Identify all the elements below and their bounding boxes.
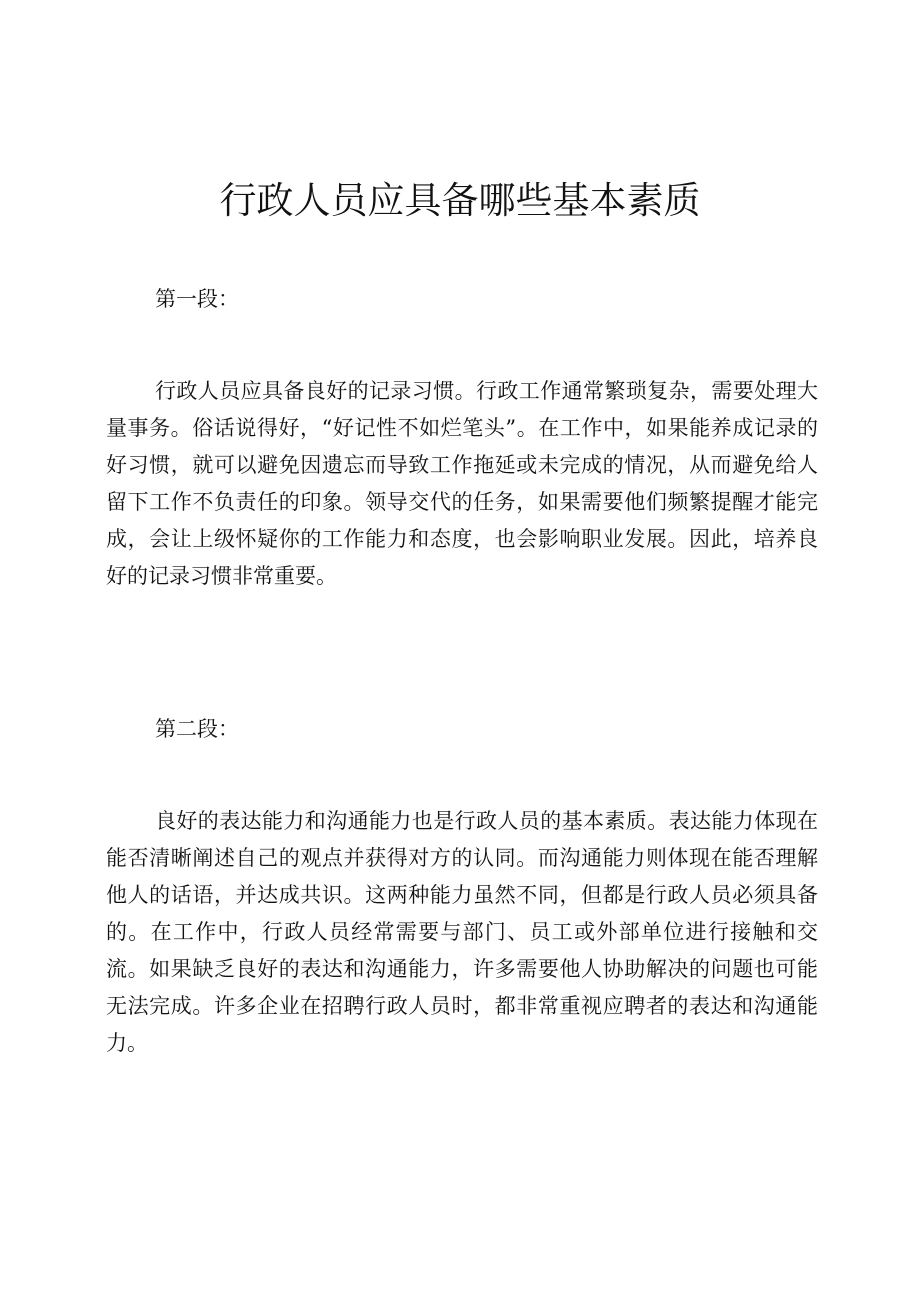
section-1-label: 第一段： <box>155 287 239 311</box>
section-2-paragraph: 良好的表达能力和沟通能力也是行政人员的基本素质。表达能力体现在能否清晰阐述自己的观点并获得对方的认同。而沟通能力则体现在能否理解他人的话语，并达成共识。这两种能力虽然不同，但都是行政人员必须具备的。在工作中，行政人员经常需要与部门、员工或外部单位进行接触和交流。如果缺乏良好的表达和沟通能力，许多需要他人协助解决的问题也可能无法完成。许多企业在招聘行政人员时，都非常重视应聘者的表达和沟通能力。 <box>106 809 818 1055</box>
section-2-label: 第二段： <box>155 717 239 741</box>
document-title: 行政人员应具备哪些基本素质 <box>219 179 701 222</box>
section-1-paragraph: 行政人员应具备良好的记录习惯。行政工作通常繁琐复杂，需要处理大量事务。俗话说得好，“好记性不如烂笔头”。在工作中，如果能养成记录的好习惯，就可以避免因遗忘而导致工作拖延或未完成的情况，从而避免给人留下工作不负责任的印象。领导交代的任务，如果需要他们频繁提醒才能完成，会让上级怀疑你的工作能力和态度，也会影响职业发展。因此，培养良好的记录习惯非常重要。 <box>106 379 818 588</box>
